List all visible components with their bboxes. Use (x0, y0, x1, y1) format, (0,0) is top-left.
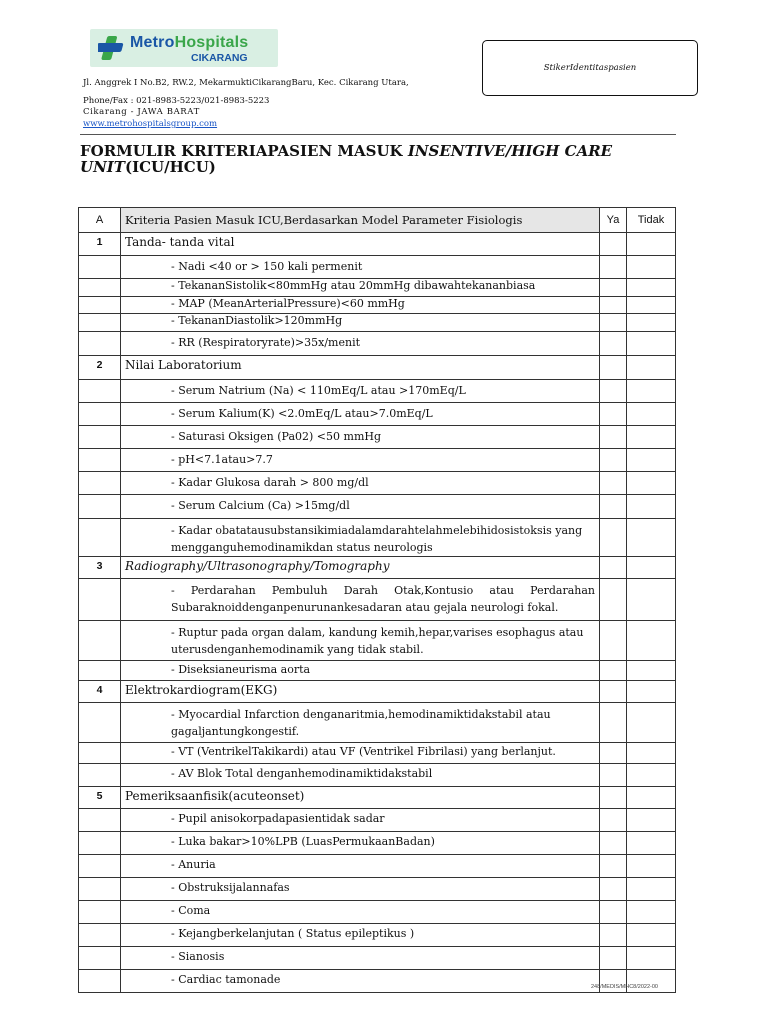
tidak-checkbox[interactable] (627, 557, 676, 579)
phone-line: Phone/Fax : 021-8983-5223/021-8983-5223 (83, 96, 270, 106)
criteria-item: - Cardiac tamonade (121, 970, 600, 993)
criteria-row (79, 426, 676, 449)
criteria-row (79, 661, 676, 681)
criteria-item: - Kadar obatatausubstansikimiadalamdarahtelahmelebihidosistoksis yang mengganguhemodinamikdan status neurologis (121, 519, 600, 557)
tidak-checkbox[interactable] (627, 314, 676, 332)
criteria-item: - Sianosis (121, 947, 600, 970)
criteria-row (79, 947, 676, 970)
ya-checkbox[interactable] (600, 403, 627, 426)
criteria-row (79, 297, 676, 314)
tidak-checkbox[interactable] (627, 279, 676, 297)
criteria-item: - TekananDiastolik>120mmHg (121, 314, 600, 332)
tidak-checkbox[interactable] (627, 233, 676, 256)
tidak-checkbox[interactable] (627, 579, 676, 621)
criteria-item: - Perdarahan Pembuluh Darah Otak,Kontusio atau Perdarahan Subaraknoiddenganpenurunankesadaran atau gejala neurologi fokal. (121, 579, 600, 621)
criteria-item: - pH<7.1atau>7.7 (121, 449, 600, 472)
criteria-row (79, 901, 676, 924)
city-line: Cikarang - JAWA BARAT (83, 107, 200, 117)
criteria-row (79, 703, 676, 743)
criteria-row (79, 855, 676, 878)
criteria-row (79, 519, 676, 557)
ya-checkbox[interactable] (600, 579, 627, 621)
website-link[interactable]: www.metrohospitalsgroup.com (83, 119, 218, 129)
section-number: 2 (79, 356, 121, 380)
criteria-item: - Luka bakar>10%LPB (LuasPermukaanBadan) (121, 832, 600, 855)
criteria-row (79, 256, 676, 279)
form-code: 248/MEDIS/MHC8/2022-00 (591, 984, 658, 990)
ya-checkbox[interactable] (600, 621, 627, 661)
criteria-item: - Obstruksijalannafas (121, 878, 600, 901)
ya-checkbox[interactable] (600, 832, 627, 855)
criteria-row (79, 832, 676, 855)
criteria-row (79, 878, 676, 901)
ya-checkbox[interactable] (600, 855, 627, 878)
column-header-no: A (79, 208, 121, 233)
tidak-checkbox[interactable] (627, 472, 676, 495)
ya-checkbox[interactable] (600, 495, 627, 519)
criteria-row (79, 403, 676, 426)
ya-checkbox[interactable] (600, 901, 627, 924)
section-heading: Radiography/Ultrasonography/Tomography (121, 557, 600, 579)
tidak-checkbox[interactable] (627, 356, 676, 380)
tidak-checkbox[interactable] (627, 403, 676, 426)
criteria-item: - Pupil anisokorpadapasientidak sadar (121, 809, 600, 832)
tidak-checkbox[interactable] (627, 681, 676, 703)
criteria-item: - Nadi <40 or > 150 kali permenit (121, 256, 600, 279)
section-number: 5 (79, 787, 121, 809)
criteria-item: - Diseksianeurisma aorta (121, 661, 600, 681)
tidak-checkbox[interactable] (627, 787, 676, 809)
criteria-row (79, 332, 676, 356)
column-header-tidak: Tidak (627, 208, 676, 233)
sticker-label: StikerIdentitaspasien (543, 63, 637, 73)
ya-checkbox[interactable] (600, 256, 627, 279)
column-header-criteria: Kriteria Pasien Masuk ICU,Berdasarkan Model Parameter Fisiologis (121, 208, 600, 233)
tidak-checkbox[interactable] (627, 924, 676, 947)
tidak-checkbox[interactable] (627, 297, 676, 314)
criteria-item: - VT (VentrikelTakikardi) atau VF (Ventrikel Fibrilasi) yang berlanjut. (121, 743, 600, 764)
criteria-row (79, 924, 676, 947)
ya-checkbox[interactable] (600, 314, 627, 332)
criteria-item: - Kadar Glukosa darah > 800 mg/dl (121, 472, 600, 495)
section-row (79, 233, 676, 256)
tidak-checkbox[interactable] (627, 764, 676, 787)
criteria-row (79, 380, 676, 403)
address-line: Jl. Anggrek I No.B2, RW.2, MekarmuktiCikarangBaru, Kec. Cikarang Utara, (83, 78, 409, 88)
ya-checkbox[interactable] (600, 297, 627, 314)
tidak-checkbox[interactable] (627, 621, 676, 661)
header-divider (80, 134, 676, 135)
tidak-checkbox[interactable] (627, 878, 676, 901)
section-heading: Pemeriksaanfisik(acuteonset) (121, 787, 600, 809)
ya-checkbox[interactable] (600, 878, 627, 901)
criteria-row (79, 743, 676, 764)
ya-checkbox[interactable] (600, 557, 627, 579)
criteria-row (79, 495, 676, 519)
ya-checkbox[interactable] (600, 924, 627, 947)
section-row (79, 681, 676, 703)
criteria-item: - Kejangberkelanjutan ( Status epileptikus ) (121, 924, 600, 947)
criteria-row (79, 621, 676, 661)
criteria-row (79, 279, 676, 297)
tidak-checkbox[interactable] (627, 426, 676, 449)
ya-checkbox[interactable] (600, 519, 627, 557)
ya-checkbox[interactable] (600, 233, 627, 256)
ya-checkbox[interactable] (600, 279, 627, 297)
criteria-row (79, 970, 676, 993)
ya-checkbox[interactable] (600, 661, 627, 681)
tidak-checkbox[interactable] (627, 901, 676, 924)
ya-checkbox[interactable] (600, 681, 627, 703)
criteria-row (79, 764, 676, 787)
ya-checkbox[interactable] (600, 764, 627, 787)
logo-subtitle: CIKARANG (191, 52, 248, 64)
criteria-item: - Saturasi Oksigen (Pa02) <50 mmHg (121, 426, 600, 449)
section-row (79, 356, 676, 380)
tidak-checkbox[interactable] (627, 947, 676, 970)
tidak-checkbox[interactable] (627, 332, 676, 356)
tidak-checkbox[interactable] (627, 809, 676, 832)
hospital-logo (90, 29, 278, 67)
tidak-checkbox[interactable] (627, 256, 676, 279)
tidak-checkbox[interactable] (627, 743, 676, 764)
criteria-row (79, 809, 676, 832)
section-number: 4 (79, 681, 121, 703)
criteria-item: - Myocardial Infarction denganaritmia,hemodinamiktidakstabil atau gagaljantungkongestif. (121, 703, 600, 743)
criteria-item: - Serum Kalium(K) <2.0mEq/L atau>7.0mEq/L (121, 403, 600, 426)
patient-sticker-box (482, 40, 698, 96)
criteria-table (78, 207, 676, 993)
logo-name: MetroHospitals (130, 34, 249, 51)
criteria-item: - Anuria (121, 855, 600, 878)
tidak-checkbox[interactable] (627, 519, 676, 557)
ya-checkbox[interactable] (600, 356, 627, 380)
criteria-item: - Serum Natrium (Na) < 110mEq/L atau >170mEq/L (121, 380, 600, 403)
criteria-row (79, 314, 676, 332)
criteria-item: - RR (Respiratoryrate)>35x/menit (121, 332, 600, 356)
section-heading: Elektrokardiogram(EKG) (121, 681, 600, 703)
criteria-item: - Coma (121, 901, 600, 924)
ya-checkbox[interactable] (600, 380, 627, 403)
section-heading: Tanda- tanda vital (121, 233, 600, 256)
section-number: 3 (79, 557, 121, 579)
ya-checkbox[interactable] (600, 947, 627, 970)
ya-checkbox[interactable] (600, 809, 627, 832)
ya-checkbox[interactable] (600, 703, 627, 743)
ya-checkbox[interactable] (600, 332, 627, 356)
tidak-checkbox[interactable] (627, 703, 676, 743)
tidak-checkbox[interactable] (627, 832, 676, 855)
criteria-item: - MAP (MeanArterialPressure)<60 mmHg (121, 297, 600, 314)
criteria-row (79, 472, 676, 495)
form-title: FORMULIR KRITERIAPASIEN MASUK INSENTIVE/HIGH CARE UNIT(ICU/HCU) (80, 142, 613, 176)
section-number: 1 (79, 233, 121, 256)
tidak-checkbox[interactable] (627, 495, 676, 519)
section-row (79, 787, 676, 809)
criteria-item: - Ruptur pada organ dalam, kandung kemih,hepar,varises esophagus atau uterusdenganhemodinamik yang tidak stabil. (121, 621, 600, 661)
cross-logo-icon (98, 34, 128, 62)
ya-checkbox[interactable] (600, 472, 627, 495)
tidak-checkbox[interactable] (627, 449, 676, 472)
criteria-row (79, 579, 676, 621)
criteria-item: - Serum Calcium (Ca) >15mg/dl (121, 495, 600, 519)
ya-checkbox[interactable] (600, 426, 627, 449)
section-row (79, 557, 676, 579)
column-header-ya: Ya (600, 208, 627, 233)
ya-checkbox[interactable] (600, 449, 627, 472)
ya-checkbox[interactable] (600, 743, 627, 764)
ya-checkbox[interactable] (600, 787, 627, 809)
tidak-checkbox[interactable] (627, 855, 676, 878)
criteria-item: - AV Blok Total denganhemodinamiktidakstabil (121, 764, 600, 787)
criteria-item: - TekananSistolik<80mmHg atau 20mmHg dibawahtekananbiasa (121, 279, 600, 297)
tidak-checkbox[interactable] (627, 661, 676, 681)
section-heading: Nilai Laboratorium (121, 356, 600, 380)
tidak-checkbox[interactable] (627, 380, 676, 403)
criteria-row (79, 449, 676, 472)
